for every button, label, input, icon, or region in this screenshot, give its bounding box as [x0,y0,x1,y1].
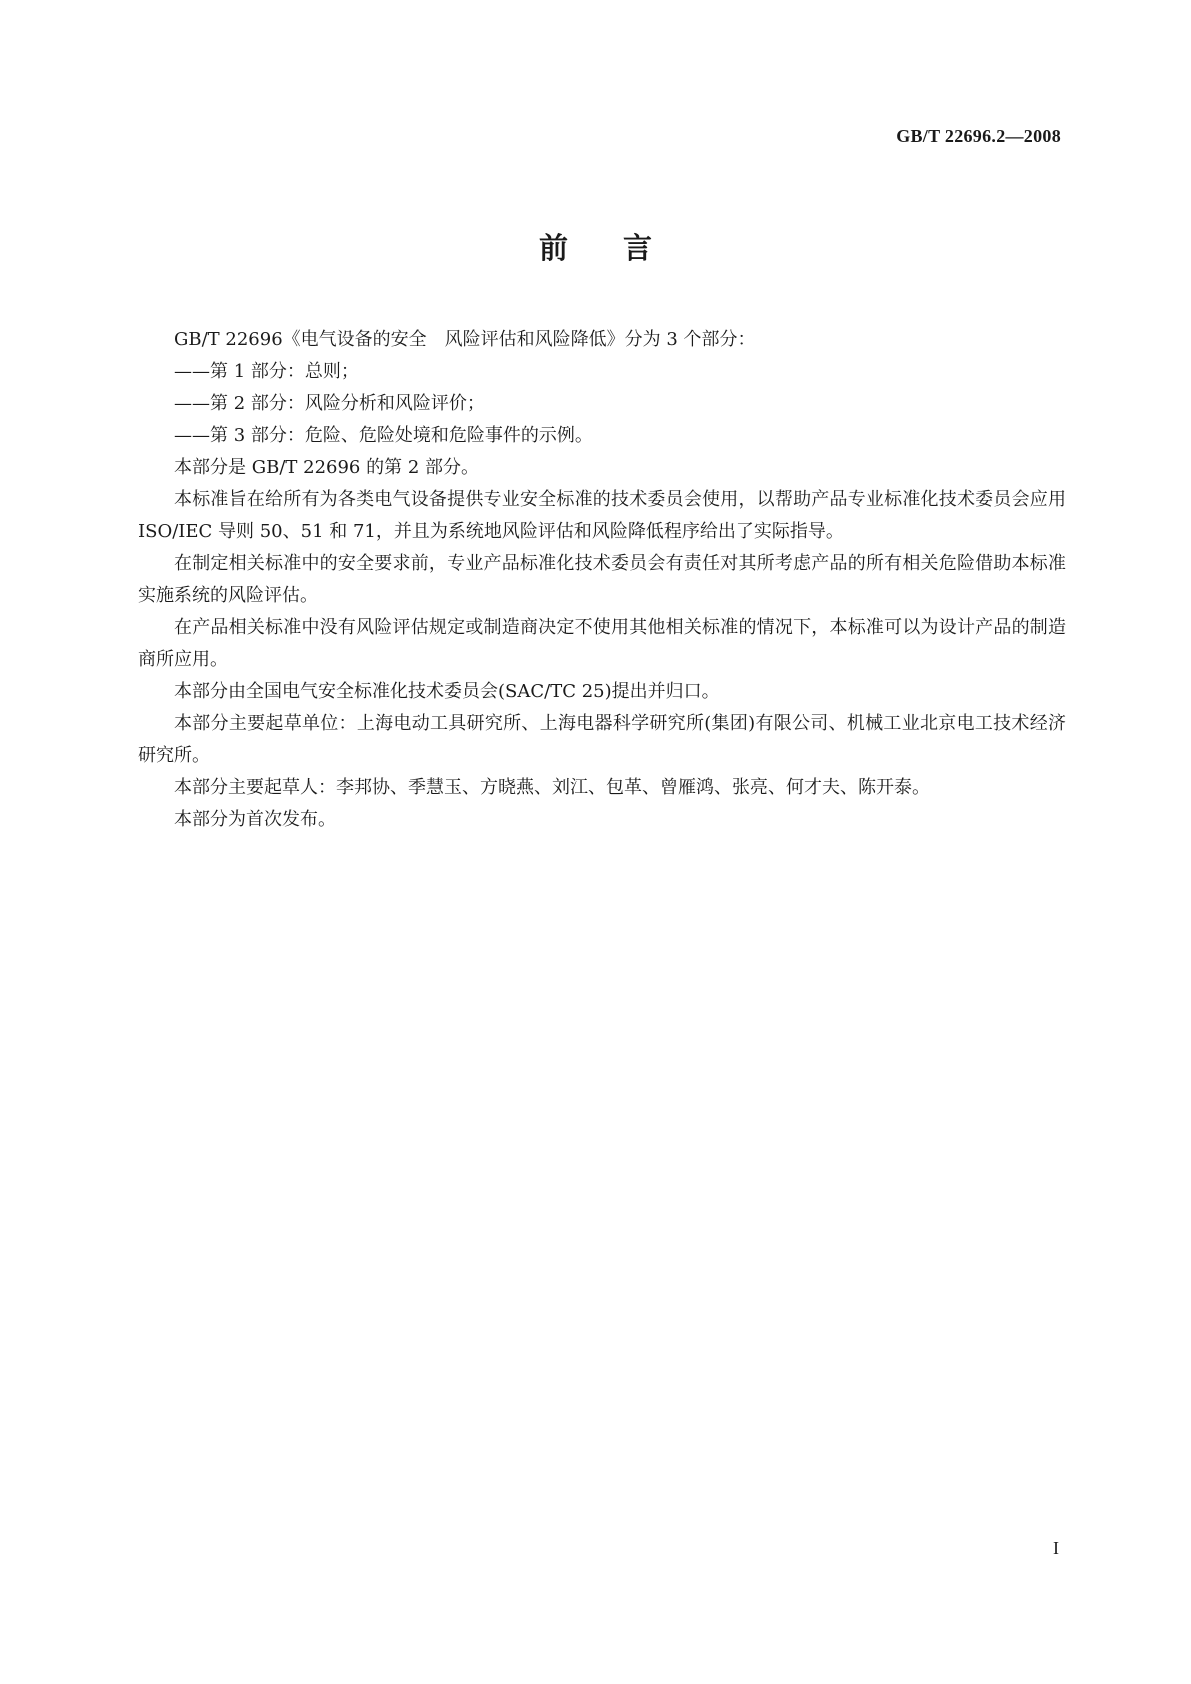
list-item-part-1: ——第 1 部分：总则； [174,361,359,382]
standard-code: GB/T 22696.2—2008 [896,126,1061,146]
paragraph-part-statement: 本部分是 GB/T 22696 的第 2 部分。 [174,457,479,478]
paragraph-drafting-units: 本部分主要起草单位：上海电动工具研究所、上海电器科学研究所(集团)有限公司、机械工业北京电工技术经济研究所。 [138,713,1066,766]
page-title: 前言 [538,231,707,265]
paragraph-drafters: 本部分主要起草人：李邦协、季慧玉、方晓燕、刘江、包革、曾雁鸿、张亮、何才夫、陈开泰。 [174,777,930,798]
foreword-body [138,324,1066,836]
paragraph-intro: GB/T 22696《电气设备的安全 风险评估和风险降低》分为 3 个部分： [174,329,756,350]
paragraph-application: 在产品相关标准中没有风险评估规定或制造商决定不使用其他相关标准的情况下，本标准可以为设计产品的制造商所应用。 [138,617,1066,670]
paragraph-requirements: 在制定相关标准中的安全要求前，专业产品标准化技术委员会有责任对其所考虑产品的所有相关危险借助本标准实施系统的风险评估。 [138,553,1066,606]
paragraph-purpose: 本标准旨在给所有为各类电气设备提供专业安全标准的技术委员会使用，以帮助产品专业标准化技术委员会应用 ISO/IEC 导则 50、51 和 71，并且为系统地风险评估和风险降低程序给出了实际指导。 [138,489,1066,542]
list-item-part-2: ——第 2 部分：风险分析和风险评价； [174,393,485,414]
paragraph-first-release: 本部分为首次发布。 [174,809,336,830]
paragraph-proposer: 本部分由全国电气安全标准化技术委员会(SAC/TC 25)提出并归口。 [174,681,720,702]
list-item-part-3: ——第 3 部分：危险、危险处境和危险事件的示例。 [174,425,593,446]
page-number: I [1053,1538,1059,1558]
